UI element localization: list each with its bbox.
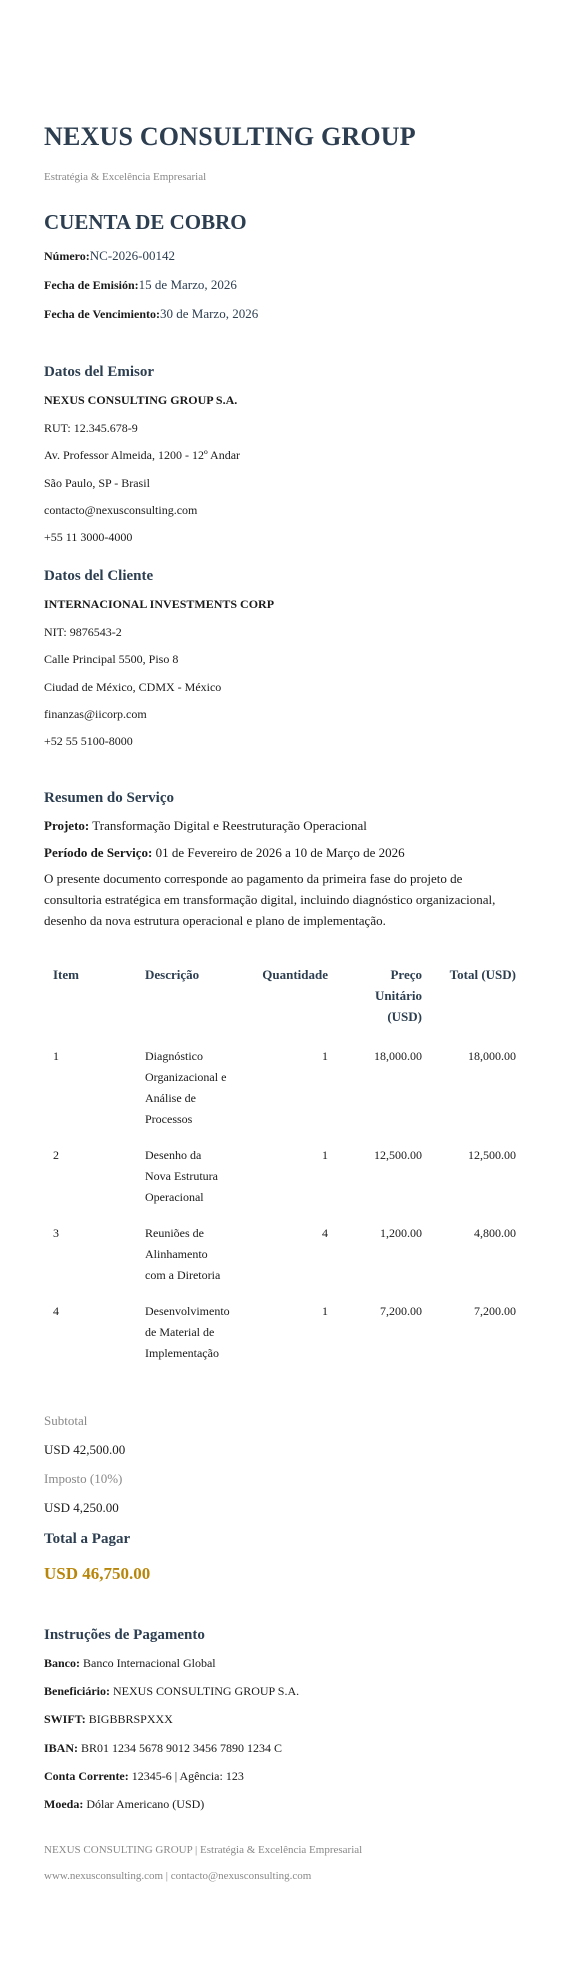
row-description-line: Operacional bbox=[145, 1190, 204, 1204]
row-description-line: Diagnóstico bbox=[145, 1049, 203, 1063]
project-label: Projeto: bbox=[44, 818, 90, 833]
issue-date-label: Fecha de Emisión: bbox=[44, 278, 139, 292]
client-email: finanzas@iicorp.com bbox=[44, 707, 147, 721]
payment-beneficiary-value: NEXUS CONSULTING GROUP S.A. bbox=[112, 1684, 300, 1698]
table-header-description: Descrição bbox=[145, 967, 200, 982]
service-section-title: Resumen do Serviço bbox=[44, 790, 174, 806]
row-item: 3 bbox=[53, 1226, 59, 1240]
footer-contact-line: www.nexusconsulting.com | contacto@nexusconsulting.com bbox=[44, 1870, 312, 1882]
payment-swift-value: BIGBBRSPXXX bbox=[88, 1712, 173, 1726]
payment-currency bbox=[44, 1797, 204, 1812]
row-quantity: 1 bbox=[322, 1049, 328, 1063]
payment-account-value: 12345-6 | Agência: 123 bbox=[131, 1769, 244, 1783]
row-item: 4 bbox=[53, 1304, 59, 1318]
payment-beneficiary bbox=[44, 1684, 299, 1699]
issuer-name: NEXUS CONSULTING GROUP S.A. bbox=[44, 393, 238, 407]
row-unit-price: 12,500.00 bbox=[374, 1148, 422, 1162]
payment-bank-value: Banco Internacional Global bbox=[83, 1656, 216, 1670]
tax-label: Imposto (10%) bbox=[44, 1471, 123, 1486]
payment-beneficiary-label: Beneficiário: bbox=[44, 1684, 110, 1698]
payment-iban bbox=[44, 1741, 282, 1756]
row-item: 1 bbox=[53, 1049, 59, 1063]
row-total: 12,500.00 bbox=[468, 1148, 516, 1162]
payment-iban-value: BR01 1234 5678 9012 3456 7890 1234 C bbox=[81, 1741, 283, 1755]
table-header-total: Total (USD) bbox=[449, 967, 516, 982]
row-quantity: 1 bbox=[322, 1148, 328, 1162]
row-description-line: Implementação bbox=[145, 1346, 219, 1360]
issuer-section-title: Datos del Emisor bbox=[44, 364, 154, 380]
service-period-value: 01 de Fevereiro de 2026 a 10 de Março de 2026 bbox=[155, 845, 405, 860]
payment-section-title: Instruções de Pagamento bbox=[44, 1627, 205, 1643]
row-description bbox=[145, 1301, 241, 1364]
due-date-value: 30 de Marzo, 2026 bbox=[160, 306, 259, 321]
client-phone: +52 55 5100-8000 bbox=[44, 734, 133, 748]
table-header-quantity: Quantidade bbox=[262, 967, 328, 982]
company-tagline: Estratégia & Excelência Empresarial bbox=[44, 171, 207, 183]
row-description-line: Reuniões de bbox=[145, 1226, 204, 1240]
project-value: Transformação Digital e Reestruturação Operacional bbox=[92, 818, 367, 833]
payment-swift-label: SWIFT: bbox=[44, 1712, 86, 1726]
client-tax-id: NIT: 9876543-2 bbox=[44, 625, 122, 639]
table-header-unit-price-line1: Preço bbox=[390, 967, 422, 982]
row-unit-price: 1,200.00 bbox=[380, 1226, 422, 1240]
due-date bbox=[44, 306, 258, 322]
subtotal-value: USD 42,500.00 bbox=[44, 1442, 126, 1457]
total-label: Total a Pagar bbox=[44, 1531, 131, 1547]
payment-account-label: Conta Corrente: bbox=[44, 1769, 129, 1783]
payment-bank-label: Banco: bbox=[44, 1656, 80, 1670]
row-description-line: Processos bbox=[145, 1112, 193, 1126]
service-period-label: Período de Serviço: bbox=[44, 845, 153, 860]
issue-date-value: 15 de Marzo, 2026 bbox=[138, 277, 237, 292]
client-section-title: Datos del Cliente bbox=[44, 568, 154, 584]
row-item: 2 bbox=[53, 1148, 59, 1162]
issuer-address-line2: São Paulo, SP - Brasil bbox=[44, 476, 150, 490]
row-description bbox=[145, 1145, 241, 1208]
row-quantity: 4 bbox=[322, 1226, 328, 1240]
issuer-phone: +55 11 3000-4000 bbox=[44, 530, 133, 544]
table-header-unit-price-line3: (USD) bbox=[387, 1009, 422, 1024]
document-number-value: NC-2026-00142 bbox=[89, 248, 175, 263]
row-description bbox=[145, 1046, 241, 1130]
project-line bbox=[44, 818, 367, 834]
total-value: USD 46,750.00 bbox=[44, 1564, 151, 1583]
row-description-line: Organizacional e bbox=[145, 1070, 227, 1084]
row-total: 7,200.00 bbox=[474, 1304, 516, 1318]
row-description-line: com a Diretoria bbox=[145, 1268, 221, 1282]
subtotal-label: Subtotal bbox=[44, 1413, 88, 1428]
row-description-line: Nova Estrutura bbox=[145, 1169, 218, 1183]
document-number-label: Número: bbox=[44, 249, 90, 263]
row-description-line: Análise de bbox=[145, 1091, 196, 1105]
row-quantity: 1 bbox=[322, 1304, 328, 1318]
issue-date bbox=[44, 277, 237, 293]
row-total: 4,800.00 bbox=[474, 1226, 516, 1240]
issuer-address-line1: Av. Professor Almeida, 1200 - 12º Andar bbox=[44, 448, 241, 462]
document-number bbox=[44, 248, 175, 264]
service-period-line bbox=[44, 845, 405, 861]
row-description-line: Desenvolvimento bbox=[145, 1304, 230, 1318]
row-unit-price: 7,200.00 bbox=[380, 1304, 422, 1318]
issuer-email: contacto@nexusconsulting.com bbox=[44, 503, 198, 517]
payment-currency-label: Moeda: bbox=[44, 1797, 84, 1811]
client-address-line1: Calle Principal 5500, Piso 8 bbox=[44, 652, 179, 666]
row-description bbox=[145, 1223, 241, 1286]
row-total: 18,000.00 bbox=[468, 1049, 516, 1063]
table-header-unit-price-line2: Unitário bbox=[375, 988, 422, 1003]
payment-bank bbox=[44, 1656, 216, 1671]
row-description-line: de Material de bbox=[145, 1325, 215, 1339]
tax-value: USD 4,250.00 bbox=[44, 1500, 119, 1515]
company-name: NEXUS CONSULTING GROUP bbox=[44, 122, 416, 151]
payment-account bbox=[44, 1769, 244, 1784]
footer-company-line: NEXUS CONSULTING GROUP | Estratégia & Excelência Empresarial bbox=[44, 1844, 363, 1856]
issuer-tax-id: RUT: 12.345.678-9 bbox=[44, 421, 138, 435]
document-title: CUENTA DE COBRO bbox=[44, 210, 247, 234]
client-address-line2: Ciudad de México, CDMX - México bbox=[44, 680, 222, 694]
row-description-line: Alinhamento bbox=[145, 1247, 208, 1261]
payment-iban-label: IBAN: bbox=[44, 1741, 79, 1755]
table-header-unit-price bbox=[344, 964, 422, 1027]
payment-swift bbox=[44, 1712, 173, 1727]
row-description-line: Desenho da bbox=[145, 1148, 202, 1162]
client-name: INTERNACIONAL INVESTMENTS CORP bbox=[44, 597, 275, 611]
row-unit-price: 18,000.00 bbox=[374, 1049, 422, 1063]
due-date-label: Fecha de Vencimiento: bbox=[44, 307, 160, 321]
payment-currency-value: Dólar Americano (USD) bbox=[86, 1797, 205, 1811]
service-description: O presente documento corresponde ao pagamento da primeira fase do projeto de consultoria estratégica em transformação digital, incluindo diagnóstico organizacional, desenho da nova estrutura operacional e plano de implementação. bbox=[44, 871, 496, 928]
table-header-item: Item bbox=[53, 967, 79, 982]
